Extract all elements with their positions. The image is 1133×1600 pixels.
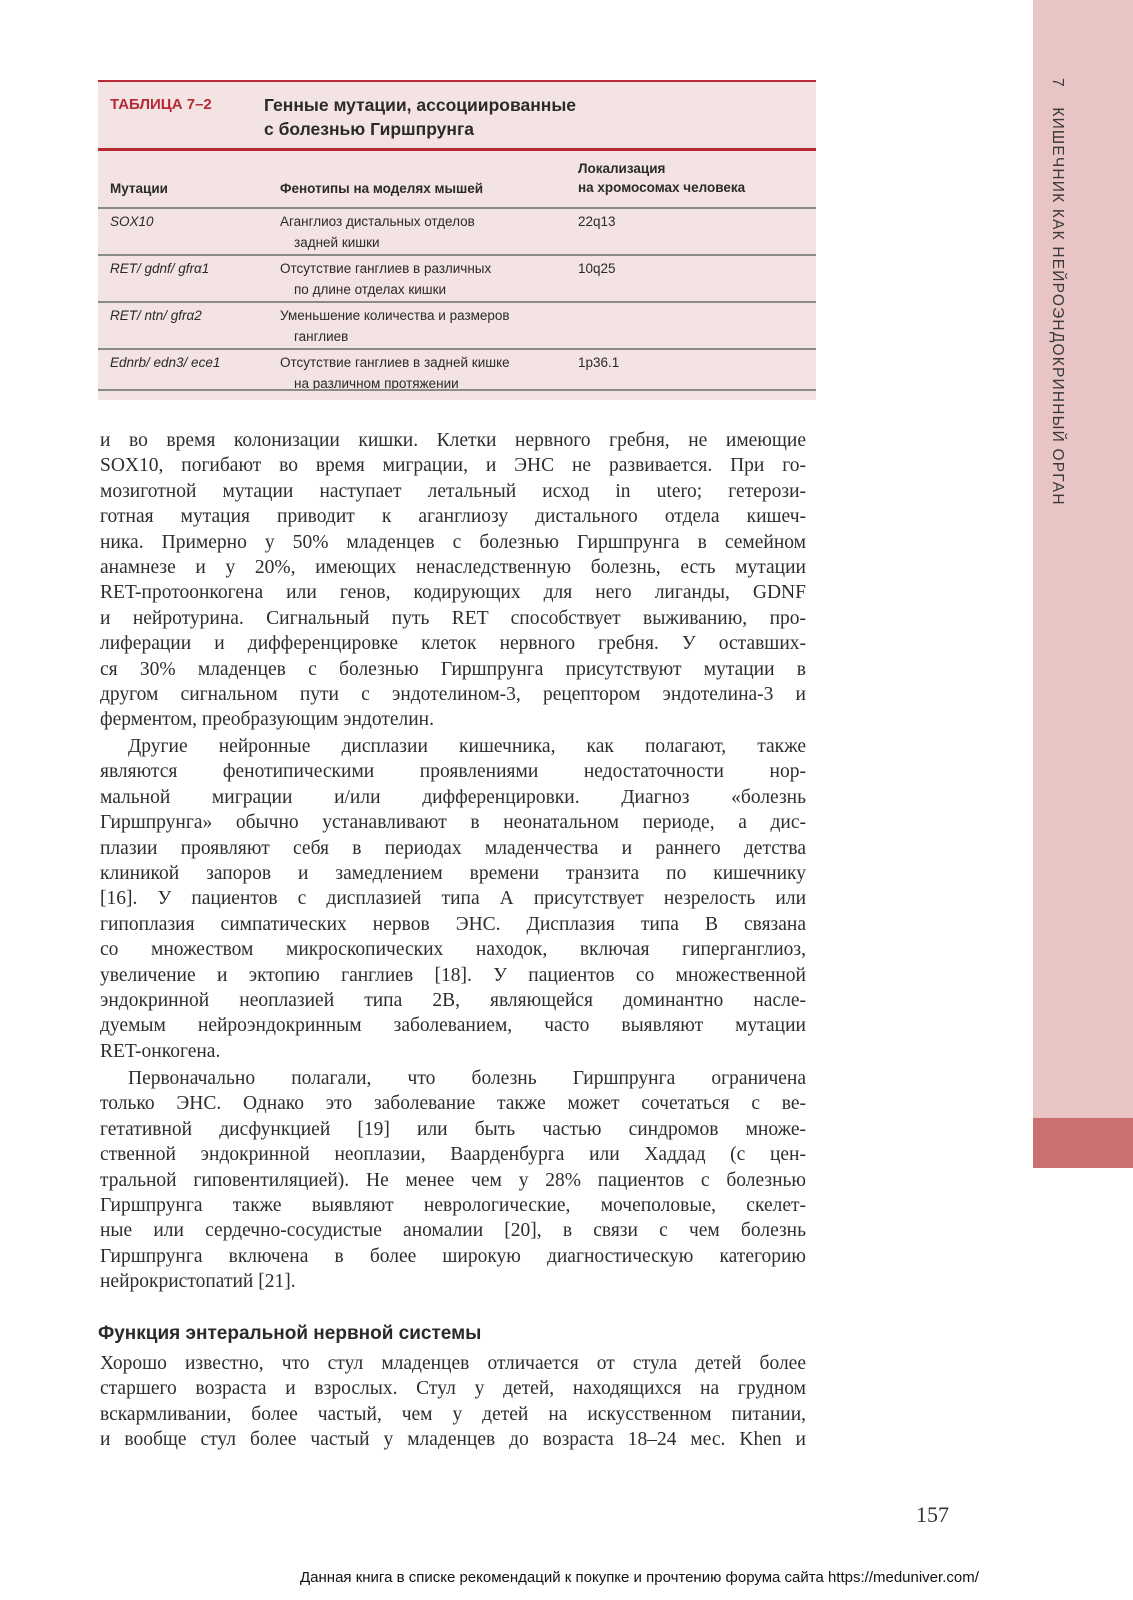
- text-line: лиферации и дифференцировке клеток нервного гребня. У оставших-: [100, 633, 806, 655]
- column-header-locus: [578, 159, 745, 197]
- chapter-title: КИШЕЧНИК КАК НЕЙРОЭНДОКРИННЫЙ ОРГАН: [1049, 107, 1066, 506]
- table-column-headers: [98, 148, 816, 209]
- text-line: [16]. У пациентов с дисплазией типа А присутствует незрелость или: [100, 888, 806, 910]
- text-line: Первоначально полагали, что болезнь Гиршпрунга ограничена: [128, 1068, 806, 1089]
- cell-phenotype-line: Отсутствие ганглиев в различных: [280, 261, 492, 276]
- text-line: гетативной дисфункцией [19] или быть частью синдромов множе-: [100, 1118, 806, 1140]
- text-line: увеличение и эктопию ганглиев [18]. У пациентов со множественной: [100, 964, 806, 986]
- cell-phenotype-line: Уменьшение количества и размеров: [280, 308, 510, 323]
- text-line: эндокринной неоплазией типа 2В, являющейся доминантно насле-: [100, 989, 806, 1011]
- paragraph-2: [100, 734, 806, 1064]
- text-line: Хорошо известно, что стул младенцев отличается от стула детей более: [100, 1353, 806, 1374]
- cell-locus: 1p36.1: [578, 355, 620, 370]
- text-line: ферментом, преобразующим эндотелин.: [100, 709, 434, 731]
- text-line: другом сигнальном пути с эндотелином-3, рецептором эндотелина-3 и: [100, 683, 806, 705]
- text-line: плазии проявляют себя в периодах младенчества и раннего детства: [100, 837, 806, 859]
- text-line: нейрокристопатий [21].: [100, 1271, 296, 1293]
- text-line: RET-протоонкогена или генов, кодирующих для него лиганды, GDNF: [100, 582, 806, 604]
- column-header-mutations: Мутации: [110, 181, 168, 196]
- cell-phenotype-line: на различном протяжении: [294, 376, 459, 391]
- cell-phenotype-line: Отсутствие ганглиев в задней кишке: [280, 355, 510, 370]
- cell-phenotype: [280, 352, 570, 394]
- cell-locus: 10q25: [578, 261, 616, 276]
- text-line: старшего возраста и взрослых. Стул у детей, находящихся на грудном: [100, 1378, 806, 1400]
- text-line: RET-онкогена.: [100, 1040, 221, 1062]
- chapter-number: 7: [1049, 78, 1066, 88]
- text-line: Гиршпрунга также выявляют неврологические, мочеполовые, скелет-: [100, 1194, 806, 1216]
- text-line: Другие нейронные дисплазии кишечника, как полагают, также: [128, 736, 806, 757]
- text-line: гипоплазия симпатических нервов ЭНС. Дисплазия типа В связана: [100, 913, 806, 935]
- cell-phenotype-line: Аганглиоз дистальных отделов: [280, 214, 475, 229]
- table-bottom-rule: [98, 389, 816, 391]
- table-row: [98, 350, 816, 400]
- text-line: являются фенотипическими проявлениями недостаточности нор-: [100, 761, 806, 783]
- cell-mutation: SOX10: [110, 214, 154, 229]
- table-title: [264, 93, 576, 141]
- text-line: мозиготной мутации наступает летальный исход in utero; гетерози-: [100, 480, 806, 502]
- text-line: Гиршпрунга» обычно устанавливают в неонатальном периоде, а дис-: [100, 812, 806, 834]
- gene-mutation-table: [98, 80, 816, 400]
- text-line: дуемым нейроэндокринным заболеванием, часто выявляют мутации: [100, 1015, 806, 1037]
- section-heading: Функция энтеральной нервной системы: [98, 1323, 482, 1344]
- text-line: ные или сердечно-сосудистые аномалии [20], в связи с чем болезнь: [100, 1220, 806, 1242]
- table-title-line: с болезнью Гиршпрунга: [264, 119, 474, 139]
- table-row: [98, 209, 816, 256]
- text-line: ника. Примерно у 50% младенцев с болезнью Гиршпрунга в семейном: [100, 531, 806, 553]
- text-line: и во время колонизации кишки. Клетки нервного гребня, не имеющие: [100, 430, 806, 451]
- text-line: только ЭНС. Однако это заболевание также может сочетаться с ве-: [100, 1093, 806, 1115]
- chapter-side-marker: [1033, 1118, 1133, 1168]
- text-line: и вообще стул более частый у младенцев до возраста 18–24 мес. Khen и: [100, 1429, 806, 1451]
- cell-phenotype: [280, 211, 570, 253]
- text-line: ственной эндокринной неоплазии, Ваарденбурга или Хаддад (с цен-: [100, 1144, 806, 1166]
- column-header-locus-line: Локализация: [578, 161, 666, 176]
- text-line: ся 30% младенцев с болезнью Гиршпрунга присутствуют мутации в: [100, 658, 806, 680]
- cell-mutation: RET/ ntn/ gfrα2: [110, 308, 202, 323]
- text-line: со множеством микроскопических находок, включая гиперганглиоз,: [100, 939, 806, 961]
- text-line: SOX10, погибают во время миграции, и ЭНС не развивается. При го-: [100, 455, 806, 477]
- cell-phenotype: [280, 305, 570, 347]
- paragraph-1: [100, 428, 806, 733]
- table-header: [98, 82, 816, 148]
- text-line: Гиршпрунга включена в более широкую диагностическую категорию: [100, 1245, 806, 1267]
- text-line: анамнезе и у 20%, имеющих ненаследственную болезнь, есть мутации: [100, 556, 806, 578]
- table-label: ТАБЛИЦА 7–2: [110, 96, 212, 113]
- cell-phenotype-line: ганглиев: [294, 329, 349, 344]
- footer-note: Данная книга в списке рекомендаций к покупке и прочтению форума сайта https://meduniver.com/: [300, 1569, 979, 1586]
- table-row: [98, 256, 816, 303]
- text-line: и нейротурина. Сигнальный путь RET способствует выживанию, про-: [100, 607, 806, 629]
- text-line: мальной миграции и/или дифференцировки. Диагноз «болезнь: [100, 786, 806, 808]
- table-title-line: Генные мутации, ассоциированные: [264, 95, 577, 115]
- page-number: 157: [916, 1502, 949, 1527]
- text-line: вскармливании, более частый, чем у детей на искусственном питании,: [100, 1403, 806, 1425]
- cell-phenotype-line: задней кишки: [294, 235, 380, 250]
- cell-mutation: RET/ gdnf/ gfrα1: [110, 261, 210, 276]
- paragraph-4: [100, 1351, 806, 1453]
- cell-phenotype-line: по длине отделах кишки: [294, 282, 447, 297]
- cell-phenotype: [280, 258, 570, 300]
- column-header-locus-line: на хромосомах человека: [578, 180, 746, 195]
- cell-mutation: Ednrb/ edn3/ ece1: [110, 355, 221, 370]
- column-header-phenotypes: Фенотипы на моделях мышей: [280, 181, 484, 196]
- paragraph-3: [100, 1066, 806, 1295]
- text-line: клиникой запоров и замедлением времени транзита по кишечнику: [100, 862, 806, 884]
- text-line: тральной гиповентиляцией). Не менее чем у 28% пациентов с болезнью: [100, 1169, 806, 1191]
- text-line: готная мутация приводит к аганглиозу дистального отдела кишеч-: [100, 506, 806, 528]
- chapter-running-head: [1048, 78, 1066, 506]
- cell-locus: 22q13: [578, 214, 616, 229]
- table-row: [98, 303, 816, 350]
